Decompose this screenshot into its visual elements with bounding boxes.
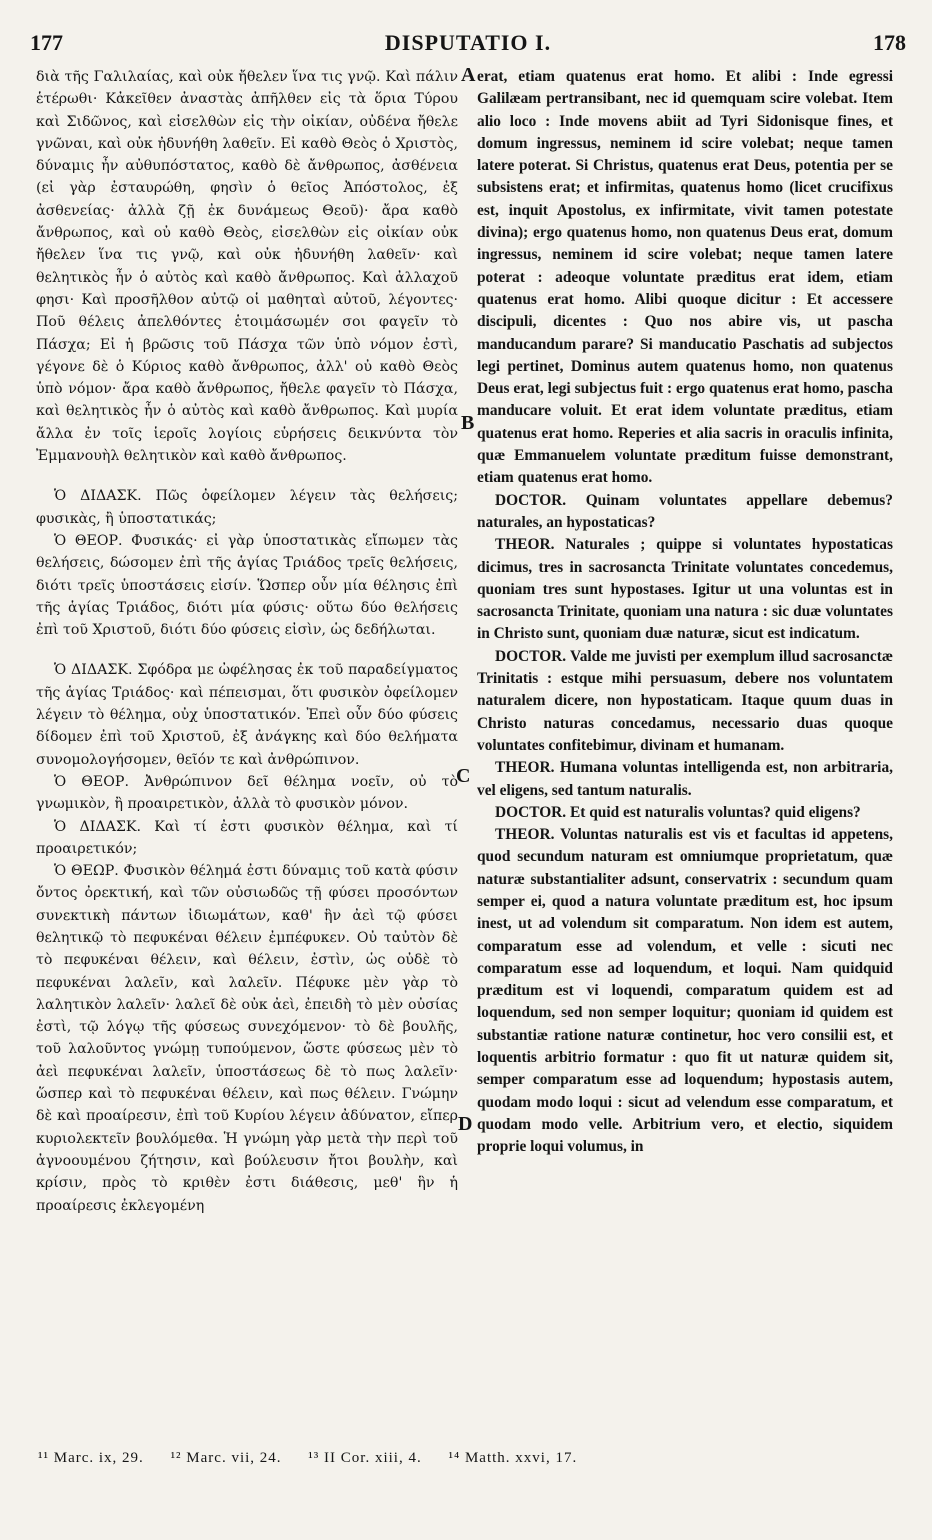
latin-paragraph: DOCTOR. Valde me juvisti per exemplum illud sacrosanctæ Trinitatis : estque mihi persuasum, debere nos voluntatem naturalem dicere, non hypostaticam. Itaque quum duas in Christo naturas concedamus, necessario duas quoque voluntates confitebimur, divinam et humanam. [477, 647, 893, 754]
running-header [30, 30, 906, 60]
latin-column [477, 66, 893, 1159]
margin-marker-d: D [458, 1113, 473, 1135]
page-number-right: 178 [873, 30, 906, 55]
greek-paragraph: Ὁ ΘΕΟΡ. Φυσικάς· εἰ γὰρ ὑποστατικὰς εἴπωμεν τὰς θελήσεις, δώσομεν ἐπὶ τῆς ἁγίας Τριάδος τρεῖς θελήσεις, διότι τρεῖς ὑποστάσεις εἰσίν. Ὥσπερ οὖν μία θέλησις ἐπὶ τῆς ἁγίας Τριάδος, διότι μία φύσις· οὕτω δύο θελήσεις ἐπὶ τοῦ Χριστοῦ, διότι δύο φύσεις εἰσὶν, ὡς δεδήλωται. [36, 532, 458, 639]
greek-paragraph: Ὁ ΘΕΟΡ. Ἀνθρώπινον δεῖ θέλημα νοεῖν, οὐ τὸ γνωμικὸν, ἢ προαιρετικὸν, ἀλλὰ τὸ φυσικὸν μόνον. [36, 773, 458, 813]
footnotes [38, 1450, 902, 1467]
margin-marker-a: A [461, 64, 476, 86]
latin-paragraph: DOCTOR. Et quid est naturalis voluntas? quid eligens? [495, 803, 861, 821]
greek-column [36, 66, 458, 1217]
footnote: ¹⁴ Matth. xxvi, 17. [448, 1450, 578, 1466]
latin-paragraph: erat, etiam quatenus erat homo. Et alibi : Inde egressi Galilæam pertransibant, nec id quemquam scire volebat. Item alio loco : Inde movens abiit ad Tyri Sidonisque fines, et domum ingressus, neminem id scire volebat; neque tamen latere poterat. Si Christus, quatenus erat Deus, potentia per se subsistens erat; et infirmitas, quatenus homo (licet crucifixus est, inquit Apostolus, ex infirmitate, vivit tamen potestate divina); ergo quatenus homo, non quatenus Deus erat, domum ingressus, neminem id scire volebat; neque tamen latere poterat : adeoque voluntate præditus erat idem, etiam quatenus erat homo. Alibi quoque dicitur : Et accessere discipuli, dicentes : Quo nos abire vis, ut pascha manducandum parare? Si manducatio Paschatis ad subjectos legi pertinet, Dominus autem quatenus homo, non quatenus Deus erat, legi subjectus fuit : ergo quatenus erat homo, pascha manducare voluit. Et erat idem voluntate præditus, etiam quatenus erat homo. Reperies et alia sacris in oraculis infinita, quæ Emmanuelem voluntate præditum fuisse demonstrant, etiam quatenus erat homo. [477, 68, 893, 487]
page-number-left: 177 [30, 30, 63, 55]
latin-paragraph: THEOR. Naturales ; quippe si voluntates hypostaticas dicimus, tres in sacrosancta Trinitate voluntates concedemus, quoniam tres sunt hypostases. Igitur ut una voluntas est in sacrosancta Trinitate, quoniam una natura : sic duæ voluntates in Christo sunt, quoniam duæ naturæ, sicut est indicatum. [477, 536, 893, 643]
latin-paragraph: THEOR. Voluntas naturalis est vis et facultas id appetens, quod secundum naturam est omniumque proprietatum, quæ naturæ substantialiter adsunt, conservatrix : secundum quam semper ei, quod a natura voluntate præditum est, hoc ipsum inest, ut ad volendum sit comparatum. Non idem est autem, comparatum esse ad volendum, et velle : sicuti nec comparatum esse ad loquendum, et loqui. Nam quidquid præditum est vi loquendi, comparatum quidem est ad loquendum, sed non semper loquitur; quoniam id quidem est substantiæ ratione naturæ continetur, hoc vero consilii est, et loquentis arbitrio formatur : quo fit ut naturæ quidem sit, semper comparatum esse ad loquendum; hypostasis autem, quodam modo loqui : sicut ad velendum esse comparatum, et quodam modo velle. Arbitrium vero, et electio, siquidem proprie loqui volumus, in [477, 826, 893, 1156]
greek-paragraph: διὰ τῆς Γαλιλαίας, καὶ οὐκ ἤθελεν ἵνα τις γνῷ. Καὶ πάλιν ἑτέρωθι· Κἀκεῖθεν ἀναστὰς ἀπῆλθεν εἰς τὰ ὅρια Τύρου καὶ Σιδῶνος, καὶ εἰσελθὼν εἰς τὴν οἰκίαν, οὐδένα ἤθελε γνῶναι, καὶ οὐκ ἠδυνήθη λαθεῖν. Εἰ καθὸ Θεὸς ὁ Χριστὸς, δύναμις ἦν αὐθυπόστατος, καθὸ δὲ ἄνθρωπος, ἀσθένεια (εἰ γὰρ ἐσταυρώθη, φησὶν ὁ θεῖος Ἀπόστολος, ἐξ ἀσθενείας· ἀλλὰ ζῇ ἐκ δυνάμεως Θεοῦ)· ἄρα καθὸ ἄνθρωπος, καὶ οὐ καθὸ Θεὸς, εἰσελθὼν εἰς οἰκίαν οὐκ ἤθελεν ἵνα τις γνῷ, καὶ οὐκ ἠδυνήθη λαθεῖν· καὶ θελητικὸς ἦν ὁ αὐτὸς καὶ καθὸ ἄνθρωπος. Καὶ ἀλλαχοῦ φησι· Καὶ προσῆλθον αὐτῷ οἱ μαθηταὶ αὐτοῦ, λέγοντες· Ποῦ θέλεις ἀπελθόντες ἑτοιμάσωμέν σοι φαγεῖν τὸ Πάσχα; Εἰ ἡ βρῶσις τοῦ Πάσχα τῶν ὑπὸ νόμον ἐστὶ, γέγονε δὲ ὁ Κύριος καθὸ ἄνθρωπος, ἀλλ' οὐ καθὸ Θεὸς ὑπὸ νόμον· ἄρα καθὸ ἄνθρωπος, ἤθελε φαγεῖν τὸ Πάσχα, καὶ θελητικὸς ἦν ὁ αὐτὸς καὶ καθὸ ἄνθρωπος. Καὶ μυρία ἄλλα ἐν τοῖς ἱεροῖς λογίοις εὑρήσεις δεικνύντα τὸν Ἐμμανουὴλ θελητικὸν καὶ καθὸ ἄνθρωπος. [36, 69, 458, 465]
margin-marker-c: C [456, 765, 471, 787]
greek-paragraph: Ὁ ΔΙΔΑΣΚ. Σφόδρα με ὠφέλησας ἐκ τοῦ παραδείγματος τῆς ἁγίας Τριάδος· καὶ πέπεισμαι, ὅτι φυσικὸν ὀφείλομεν λέγειν τὸ θέλημα, οὐχ ὑποστατικόν. Ἐπεὶ οὖν δύο φύσεις δίδομεν ἐπὶ τοῦ Χριστοῦ, ἐξ ἀνάγκης καὶ δύο θελήματα συνομολογήσομεν, θεῖόν τε καὶ ἀνθρώπινον. [36, 662, 458, 768]
page-title: DISPUTATIO I. [384, 30, 552, 55]
greek-paragraph: Ὁ ΔΙΔΑΣΚ. Πῶς ὀφείλομεν λέγειν τὰς θελήσεις; φυσικὰς, ἢ ὑποστατικάς; [36, 488, 458, 527]
latin-paragraph: DOCTOR. Quinam voluntates appellare debemus? naturales, an hypostaticas? [477, 491, 893, 531]
margin-marker-b: B [461, 412, 475, 434]
footnote: ¹³ II Cor. xiii, 4. [308, 1450, 422, 1466]
footnote: ¹² Marc. vii, 24. [170, 1450, 282, 1466]
greek-paragraph: Ὁ ΘΕΩΡ. Φυσικὸν θέλημά ἐστι δύναμις τοῦ κατὰ φύσιν ὄντος ὀρεκτική, καὶ τῶν οὐσιωδῶς τῇ φύσει προσόντων συνεκτικὴ πάντων ἰδιωμάτων, καθ' ἣν ἀεὶ τῷ φύσει θελητικῷ τὸ πεφυκέναι θέλειν ἐμπέφυκεν. Οὐ ταὐτὸν δὲ τὸ πεφυκέναι θέλειν, καὶ θέλειν, ἐστὶν, ὡς οὐδὲ τὸ πεφυκέναι λαλεῖν, καὶ λαλεῖν. Πέφυκε μὲν γὰρ τὸ λαλητικὸν λαλεῖν· λαλεῖ δὲ οὐκ ἀεὶ, ἐπειδὴ τὸ μὲν οὐσίας ἐστὶ, τῷ λόγῳ τῆς φύσεως συνεχόμενον· τὸ δὲ βουλῆς, τοῦ λαλοῦντος γνώμῃ τυπούμενον, ὥστε φύσεως μὲν τὸ ἀεὶ πεφυκέναι λαλεῖν, ὑποστάσεως δὲ τὸ πως λαλεῖν· ὥσπερ καὶ τὸ πεφυκέναι θέλειν, καὶ πως θέλειν. Γνώμην δὲ καὶ προαίρεσιν, ἐπὶ τοῦ Κυρίου λέγειν ἀδύνατον, εἴπερ κυριολεκτεῖν βουλόμεθα. Ἡ γνώμη γὰρ μετὰ τὴν περὶ τοῦ ἀγνοουμένου ζήτησιν, καὶ βούλευσιν ἤτοι βουλὴν, καὶ κρίσιν, πρὸς τὸ κριθὲν ἐστι διάθεσις, μεθ' ἣν ἡ προαίρεσις ἐκλεγομένη [36, 863, 458, 1214]
greek-paragraph: Ὁ ΔΙΔΑΣΚ. Καὶ τί ἐστι φυσικὸν θέλημα, καὶ τί προαιρετικόν; [36, 818, 458, 857]
latin-paragraph: THEOR. Humana voluntas intelligenda est, non arbitraria, vel eligens, sed tantum naturalis. [477, 759, 893, 799]
footnote: ¹¹ Marc. ix, 29. [38, 1450, 144, 1466]
